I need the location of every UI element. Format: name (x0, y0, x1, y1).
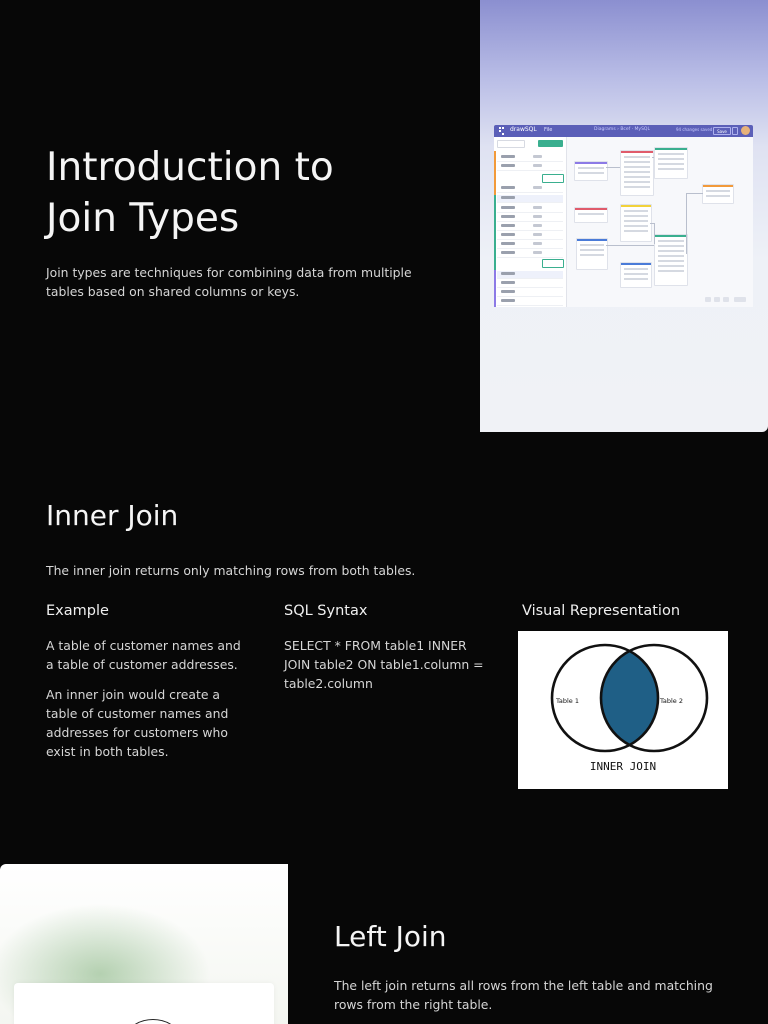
app-breadcrumb: Diagrams › Bcef · MySQL (594, 127, 650, 132)
left-join-title: Left Join (334, 920, 447, 953)
avatar (741, 126, 750, 135)
venn-right-label: Table 2 (660, 697, 684, 705)
page-title-line-1: Introduction to (46, 145, 334, 190)
venn-circle-left (118, 1019, 188, 1024)
table-sidebar (494, 137, 567, 307)
sql-syntax-heading: SQL Syntax (284, 603, 368, 619)
inner-join-title: Inner Join (46, 499, 179, 532)
drawsql-logo-icon (499, 127, 507, 135)
inner-join-description: The inner join returns only matching rows from both tables. (46, 563, 416, 578)
file-menu: File (544, 127, 553, 133)
left-join-venn-card (14, 983, 274, 1024)
example-text-2: An inner join would create a table of customer names and addresses for customers who exist in both tables. (46, 687, 229, 759)
sql-syntax-text: SELECT * FROM table1 INNER JOIN table2 ON table1.column = table2.column (284, 638, 484, 691)
left-join-description: The left join returns all rows from the left table and matching rows from the right table. (334, 978, 713, 1012)
app-brand: drawSQL (510, 126, 537, 133)
visual-heading: Visual Representation (522, 603, 681, 619)
chevron-down-icon (732, 127, 738, 135)
intro-description: Join types are techniques for combining data from multiple tables based on shared columns or keys. (46, 265, 412, 299)
left-join-illustration (0, 864, 288, 1024)
page-title-line-2: Join Types (46, 196, 240, 241)
page-title (46, 142, 466, 244)
inner-join-venn-diagram (518, 631, 728, 789)
venn-caption: INNER JOIN (589, 760, 657, 773)
diagram-canvas (494, 137, 753, 307)
example-heading: Example (46, 603, 109, 619)
drawsql-screenshot (480, 0, 768, 432)
save-button: Save (713, 127, 731, 135)
save-status: 94 changes saved (676, 127, 713, 132)
example-text-1: A table of customer names and a table of customer addresses. (46, 638, 241, 672)
app-toolbar (494, 125, 753, 137)
venn-left-label: Table 1 (556, 697, 580, 705)
